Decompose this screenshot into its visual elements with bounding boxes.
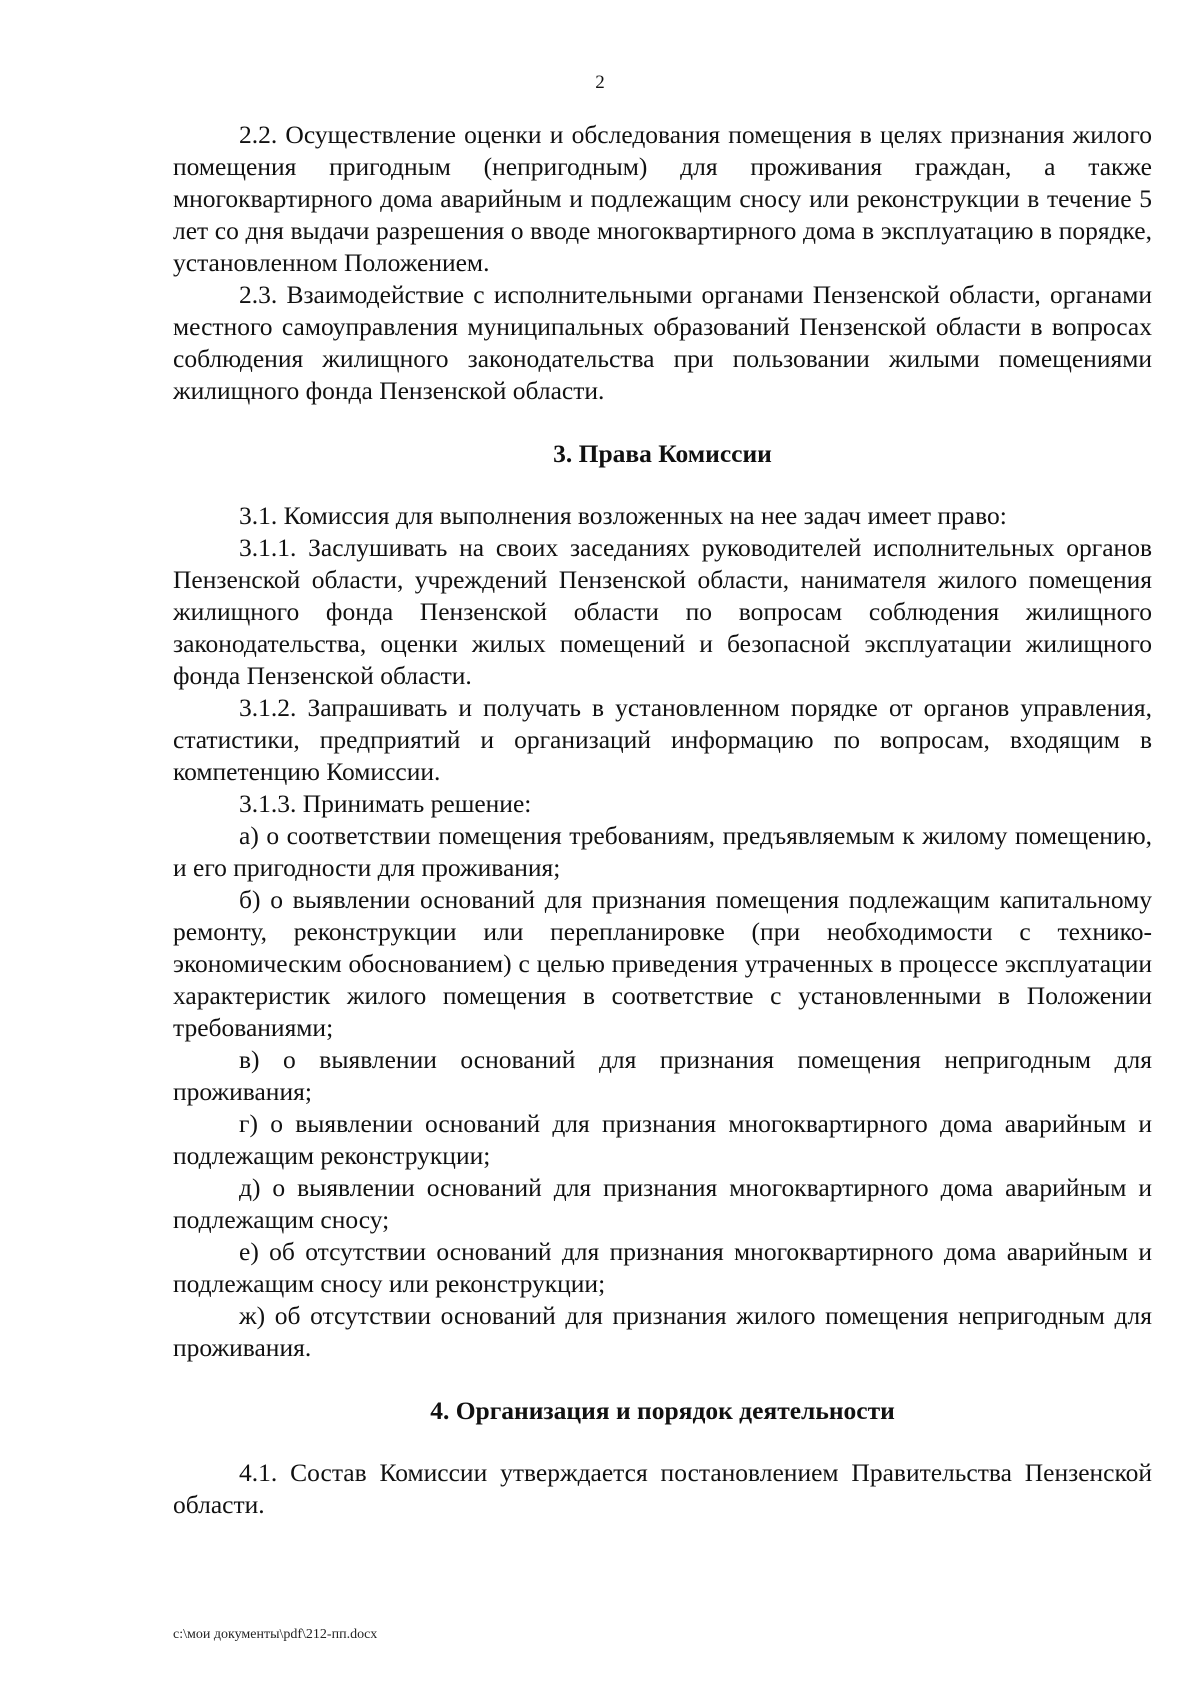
section-4-heading: 4. Организация и порядок деятельности <box>430 1396 895 1425</box>
paragraph-2-2: 2.2. Осуществление оценки и обследования помещения в целях признания жилого помещения пригодным (непригодным) для проживания граждан, а также многоквартирного дома аварийным и подлежащим сносу или реконструкции в течение 5 лет со дня выдачи разрешения о вводе многоквартирного дома в эксплуатацию в порядке, установленном Положением. <box>173 120 1152 277</box>
paragraph-2-3: 2.3. Взаимодействие с исполнительными органами Пензенской области, органами местного самоуправления муниципальных образований Пензенской области в вопросах соблюдения жилищного законодательства при пользовании жилыми помещениями жилищного фонда Пензенской области. <box>173 280 1152 405</box>
footer-file-path: c:\мои документы\pdf\212-пп.docx <box>173 1627 378 1642</box>
page-number: 2 <box>595 72 605 93</box>
list-item-a: а) о соответствии помещения требованиям, предъявляемым к жилому помещению, и его пригодности для проживания; <box>173 821 1152 882</box>
paragraph-3-1-1: 3.1.1. Заслушивать на своих заседаниях руководителей исполнительных органов Пензенской области, учреждений Пензенской области, нанимателя жилого помещения жилищного фонда Пензенской области по вопросам соблюдения жилищного законодательства, оценки жилых помещений и безопасной эксплуатации жилищного фонда Пензенской области. <box>173 533 1152 690</box>
paragraph-3-1-3: 3.1.3. Принимать решение: <box>239 789 532 818</box>
document-body <box>173 119 1152 1521</box>
list-item-b: б) о выявлении оснований для признания помещения подлежащим капитальному ремонту, реконструкции или перепланировке (при необходимости с технико-экономическим обоснованием) с целью приведения утраченных в процессе эксплуатации характеристик жилого помещения в соответствие с установленными в Положении требованиями; <box>173 885 1152 1042</box>
list-item-v: в) о выявлении оснований для признания помещения непригодным для проживания; <box>173 1045 1152 1106</box>
paragraph-4-1: 4.1. Состав Комиссии утверждается постановлением Правительства Пензенской области. <box>173 1458 1152 1519</box>
list-item-zh: ж) об отсутствии оснований для признания жилого помещения непригодным для проживания. <box>173 1301 1152 1362</box>
paragraph-3-1: 3.1. Комиссия для выполнения возложенных на нее задач имеет право: <box>239 501 1007 530</box>
section-3-heading: 3. Права Комиссии <box>553 439 772 468</box>
list-item-e: е) об отсутствии оснований для признания многоквартирного дома аварийным и подлежащим сносу или реконструкции; <box>173 1237 1152 1298</box>
list-item-d: д) о выявлении оснований для признания многоквартирного дома аварийным и подлежащим сносу; <box>173 1173 1152 1234</box>
paragraph-3-1-2: 3.1.2. Запрашивать и получать в установленном порядке от органов управления, статистики, предприятий и организаций информацию по вопросам, входящим в компетенцию Комиссии. <box>173 693 1152 786</box>
list-item-g: г) о выявлении оснований для признания многоквартирного дома аварийным и подлежащим реконструкции; <box>173 1109 1152 1170</box>
